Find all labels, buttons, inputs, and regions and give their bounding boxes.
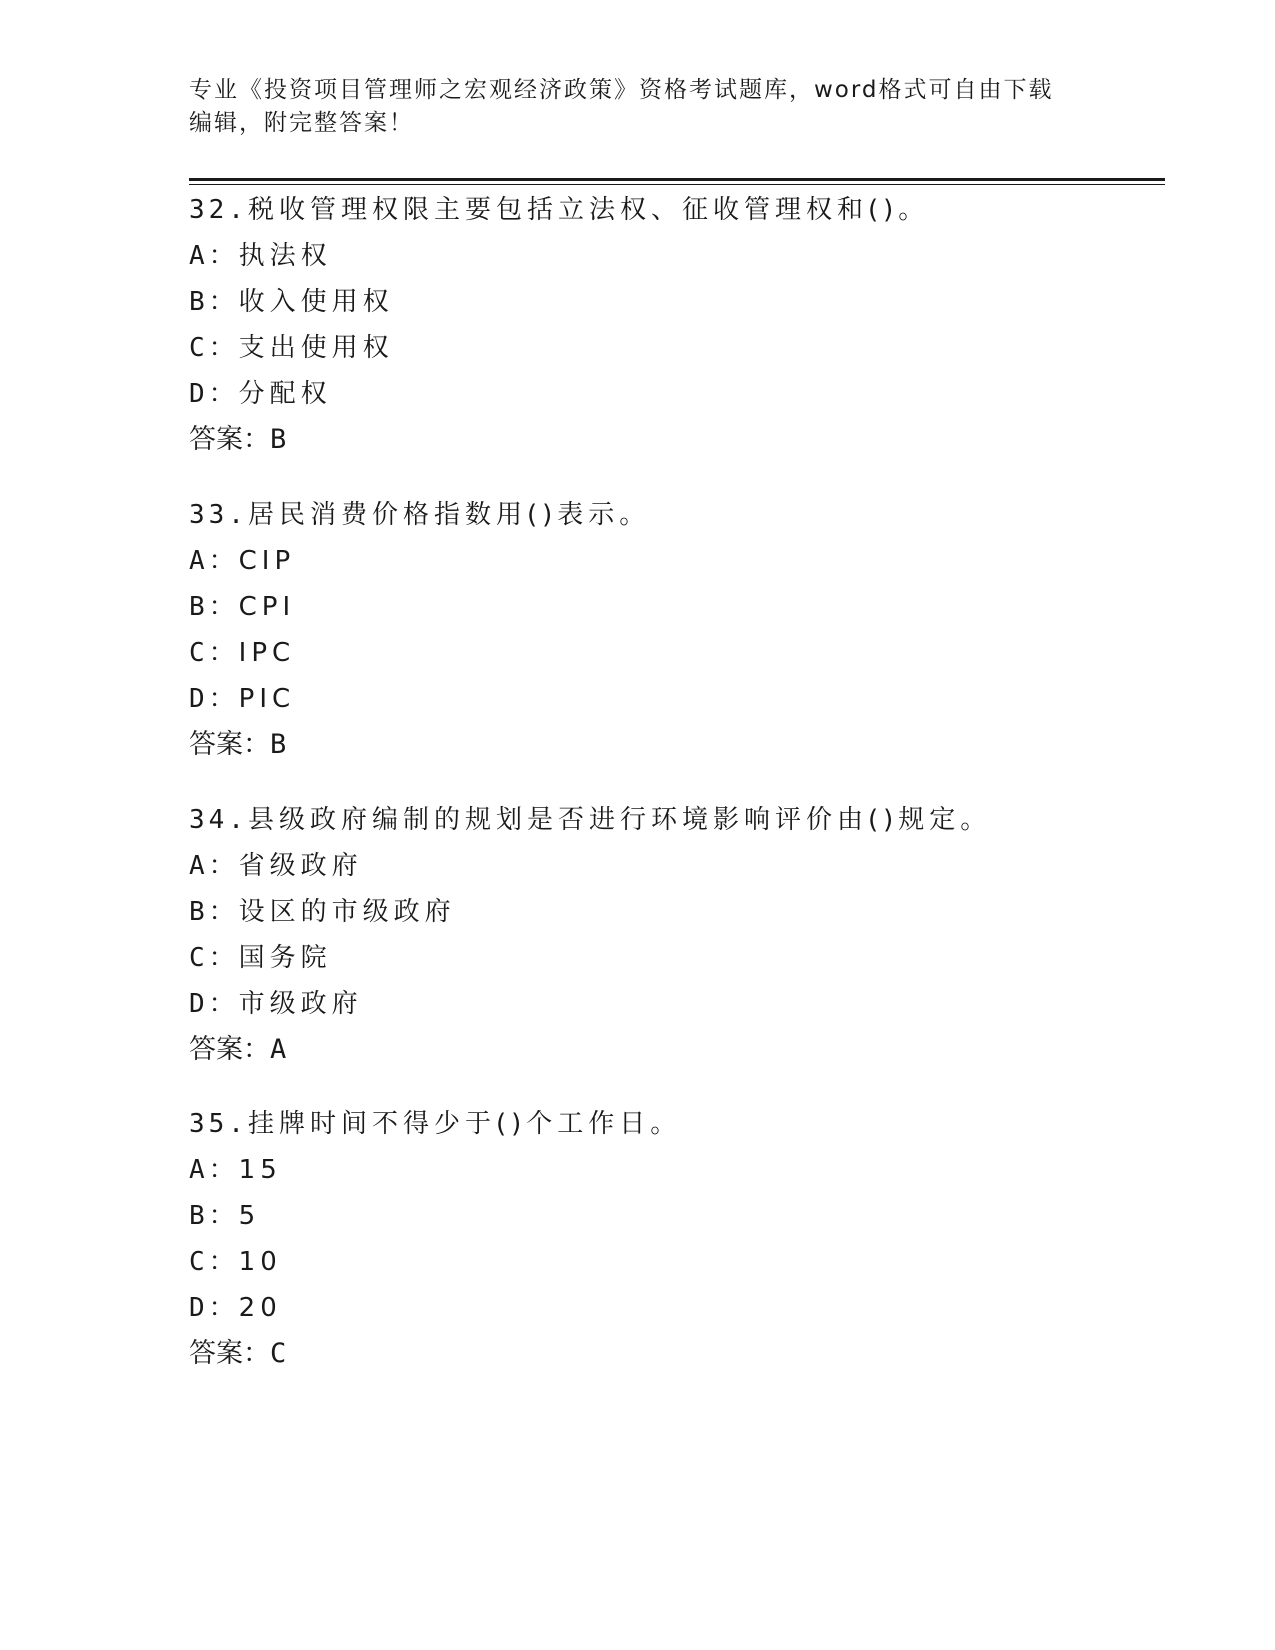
answer-label: 答案： [189, 424, 270, 455]
question-block [189, 1101, 1169, 1377]
option-key: D： [189, 379, 239, 409]
question-stem [189, 187, 1169, 233]
document-header: 专业《投资项目管理师之宏观经济政策》资格考试题库，word格式可自由下载编辑，附完整答案！ [189, 77, 1054, 136]
option-key: C： [189, 333, 239, 363]
question-number: 34. [189, 805, 248, 835]
option-key: A： [189, 851, 239, 881]
option-key: B： [189, 592, 239, 622]
question-stem [189, 797, 1169, 843]
option-key: C： [189, 943, 239, 973]
option-text: 收入使用权 [238, 287, 394, 317]
option-text: CIP [238, 546, 296, 576]
answer-label: 答案： [189, 1338, 270, 1369]
option-key: C： [189, 1247, 239, 1277]
question-block [189, 797, 1169, 1073]
option-key: D： [189, 1293, 239, 1323]
header-divider-thick [189, 178, 1165, 181]
option-key: B： [189, 897, 239, 927]
option-key: A： [189, 1155, 239, 1185]
answer-line [189, 1027, 1169, 1073]
option-b [189, 889, 1169, 935]
header-divider-thin [189, 184, 1165, 185]
option-text: 国务院 [238, 943, 332, 973]
question-text: 县级政府编制的规划是否进行环境影响评价由()规定。 [247, 805, 992, 835]
answer-line [189, 1331, 1169, 1377]
option-key: A： [189, 241, 239, 271]
question-text: 税收管理权限主要包括立法权、征收管理权和()。 [247, 195, 930, 225]
option-text: 分配权 [238, 379, 332, 409]
answer-label: 答案： [189, 729, 270, 760]
question-number: 33. [189, 500, 248, 530]
option-key: B： [189, 287, 239, 317]
option-d [189, 981, 1169, 1027]
option-d [189, 1285, 1169, 1331]
option-text: 支出使用权 [238, 333, 394, 363]
option-text: 市级政府 [238, 989, 363, 1019]
option-text: 20 [238, 1293, 282, 1323]
answer-label: 答案： [189, 1034, 270, 1065]
question-block [189, 187, 1169, 463]
option-text: 5 [238, 1201, 261, 1231]
option-b [189, 1193, 1169, 1239]
option-a [189, 1147, 1169, 1193]
option-d [189, 676, 1169, 722]
option-text: 10 [238, 1247, 282, 1277]
option-c [189, 325, 1169, 371]
option-a [189, 233, 1169, 279]
answer-value: B [270, 729, 287, 760]
option-key: D： [189, 989, 239, 1019]
option-c [189, 630, 1169, 676]
answer-line [189, 722, 1169, 768]
option-c [189, 1239, 1169, 1285]
option-key: C： [189, 638, 239, 668]
option-a [189, 538, 1169, 584]
option-text: 执法权 [238, 241, 332, 271]
option-c [189, 935, 1169, 981]
question-stem [189, 1101, 1169, 1147]
option-text: PIC [238, 684, 296, 714]
option-text: CPI [238, 592, 296, 622]
question-text: 挂牌时间不得少于()个工作日。 [247, 1109, 682, 1139]
option-text: 省级政府 [238, 851, 363, 881]
answer-value: A [270, 1034, 287, 1065]
answer-value: C [270, 1338, 287, 1369]
option-text: 设区的市级政府 [238, 897, 456, 927]
option-key: A： [189, 546, 239, 576]
option-key: D： [189, 684, 239, 714]
option-text: 15 [238, 1155, 282, 1185]
question-text: 居民消费价格指数用()表示。 [247, 500, 651, 530]
question-number: 35. [189, 1109, 248, 1139]
question-stem [189, 492, 1169, 538]
option-a [189, 843, 1169, 889]
question-block [189, 492, 1169, 768]
option-b [189, 279, 1169, 325]
option-key: B： [189, 1201, 239, 1231]
question-number: 32. [189, 195, 248, 225]
answer-line [189, 417, 1169, 463]
option-b [189, 584, 1169, 630]
option-text: IPC [238, 638, 296, 668]
option-d [189, 371, 1169, 417]
answer-value: B [270, 424, 287, 455]
